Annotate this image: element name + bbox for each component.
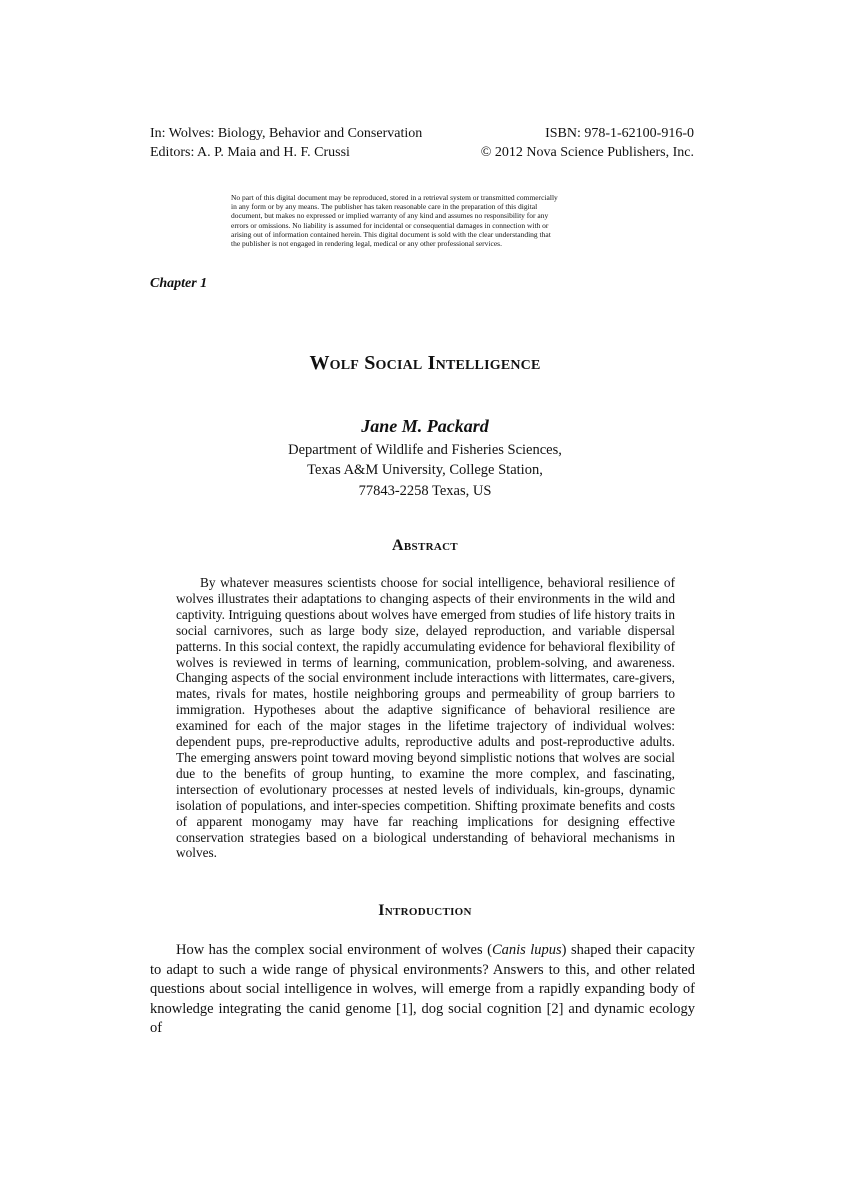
affiliation-line: 77843-2258 Texas, US [358,482,492,499]
copyright-disclaimer: No part of this digital document may be reproduced, stored in a retrieval system or transmitted commercially in any form or by any means. The publisher has taken reasonable care in the preparation of this digital document, but makes no expressed or implied warranty of any kind and assumes no responsibility for any errors or omissions. No liability is assumed for incidental or consequential damages in connection with or arising out of information contained herein. This digital document is sold with the clear understanding that the publisher is not engaged in rendering legal, medical or any other professional services. [231,193,558,249]
header-row-editors [150,144,694,161]
abstract-text: By whatever measures scientists choose for social intelligence, behavioral resilience of wolves illustrates their adaptations to changing aspects of their environments in the wild and captivity. Intriguing questions about wolves have emerged from studies of life history traits in social carnivores, such as large body size, delayed reproduction, and variable dispersal patterns. In this social context, the rapidly accumulating evidence for behavioral flexibility of wolves is reviewed in terms of learning, communication, problem-solving, and awareness. Changing aspects of the social environment include interactions with littermates, care-givers, mates, rivals for mates, hostile neighboring groups and permeability of group barriers to immigration. Hypotheses about the adaptive significance of behavioral resilience are examined for each of the major stages in the lifetime trajectory of individual wolves: dependent pups, pre-reproductive adults, reproductive adults and post-reproductive adults. The emerging answers point toward moving beyond simplistic notions that wolves are social due to the benefits of group hunting, to examine the more complex, and fascinating, intersection of evolutionary processes at nested levels of individuals, kin-groups, dynamic isolation of populations, and inter-species competition. Shifting proximate benefits and costs of apparent monogamy may have far reaching implications for designing effective conservation strategies based on a biological understanding of behavioral mechanisms in wolves. [176,575,675,861]
introduction-heading: Introduction [378,902,472,919]
chapter-title-text: Wolf Social Intelligence [309,352,541,374]
author-name: Jane M. Packard [361,416,489,436]
intro-text-rest: ) shaped their capacity to adapt to such a wide range of physical environments? Answers to this, and other related questions about social intelligence in wolves, will emerge from a rapidly expanding body of knowledge integrating the canid genome [1], dog social cognition [2] and dynamic ecology of [150,942,696,1036]
author-affiliation [0,440,850,501]
chapter-title [0,352,850,375]
intro-text-start: How has the complex social environment of wolves ( [176,942,492,958]
isbn: ISBN: 978-1-62100-916-0 [545,126,694,141]
editors: Editors: A. P. Maia and H. F. Crussi [150,145,350,160]
chapter-label: Chapter 1 [150,276,208,291]
book-citation: In: Wolves: Biology, Behavior and Conservation [150,126,423,141]
header-row-book [150,125,694,142]
affiliation-line: Texas A&M University, College Station, [307,462,543,479]
affiliation-line: Department of Wildlife and Fisheries Sciences, [288,442,562,458]
abstract-heading: Abstract [392,537,458,554]
publisher-copyright: © 2012 Nova Science Publishers, Inc. [480,145,694,160]
introduction-text [150,941,695,1039]
species-name: Canis lupus [491,942,562,958]
